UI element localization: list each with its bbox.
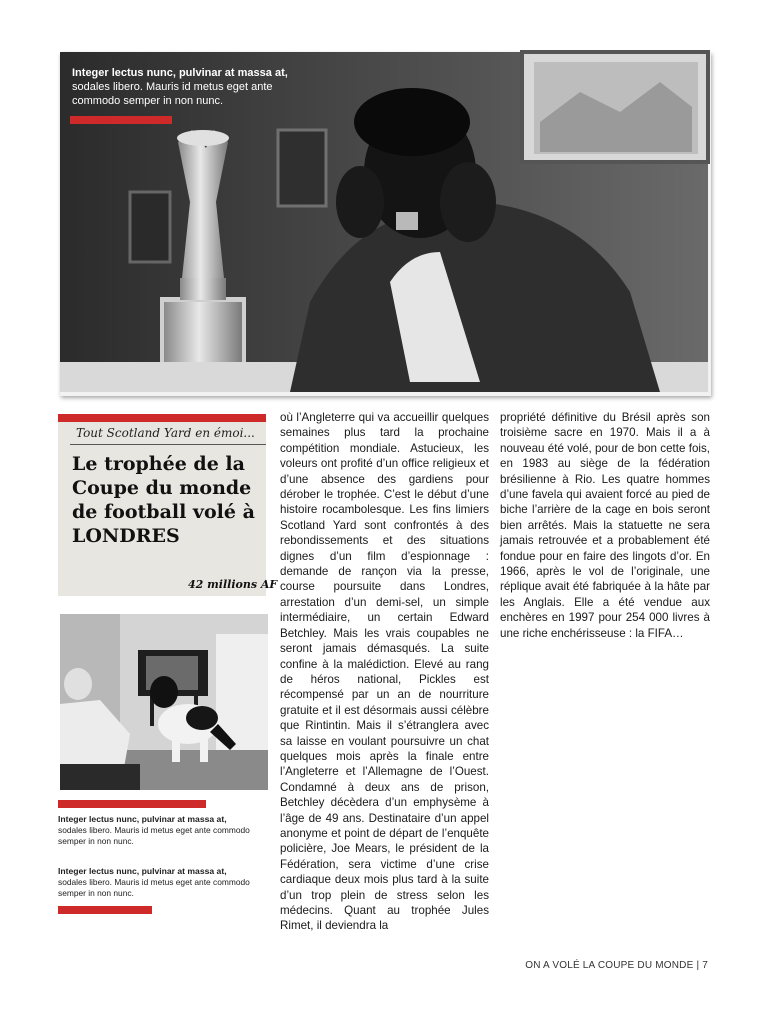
page-footer bbox=[480, 960, 708, 971]
hero-caption bbox=[72, 66, 322, 108]
left-caption-1 bbox=[58, 814, 278, 847]
dog-photo-illustration bbox=[60, 614, 268, 790]
hero-caption-accent-bar bbox=[70, 116, 172, 124]
left-caption-1-accent-bar bbox=[58, 800, 206, 808]
left-caption-1-bold: Integer lectus nunc, pulvinar at massa at, bbox=[58, 814, 227, 824]
page-number: 7 bbox=[702, 960, 708, 971]
clipping-kicker: Tout Scotland Yard en émoi... bbox=[76, 426, 255, 440]
newspaper-clipping bbox=[58, 414, 278, 596]
dog-photo bbox=[60, 614, 268, 790]
left-caption-2-accent-bar bbox=[58, 906, 152, 914]
left-caption-2-text: sodales libero. Mauris id metus eget ante commodo semper in non nunc. bbox=[58, 877, 250, 898]
clipping-bottom-line: 42 millions AF bbox=[188, 578, 278, 591]
clipping-headline: Le trophée de la Coupe du monde de football volé à LONDRES bbox=[72, 453, 255, 547]
hero-caption-bold: Integer lectus nunc, pulvinar at massa at, bbox=[72, 67, 288, 79]
body-column-1: où l’Angleterre qui va accueillir quelques semaines plus tard la prochaine compétition mondiale. Astucieux, les voleurs ont profité d’un office religieux et d’une absence des gardiens pour dérober le trophée. C’est le début d’une histoire rocambolesque. Les fins limiers Scotland Yard sont confrontés à des rebondissements et des situations dignes d’un film d’espionnage : demande de rançon via la presse, course poursuite dans Londres, arrestation d’un demi-sel, un simple intermédiaire, un certain Edward Betchley. Mais les vrais coupables ne seront jamais démasqués. La suite confine à la malédiction. Elevé au rang de héros national, Pickles est récompensé par un an de nourriture gratuite et il est désormais aussi célèbre que Rintintin. Mais il s’étranglera avec sa laisse en voulant poursuivre un chat quelques mois après la finale entre l’Angleterre et l’Allemagne de l’Ouest. Condamné à deux ans de prison, Betchley décèdera d’un emphysème à l’âge de 49 ans. Destinataire d’un appel anonyme et point de départ de l’enquête policière, Joe Mears, le président de la Fédération, sera victime d’une crise cardiaque deux mois plus tard à la suite d’un trop plein de stress selon les médecins. Quant au trophée Jules Rimet, il deviendra la bbox=[280, 411, 489, 933]
footer-separator: | bbox=[696, 960, 700, 971]
left-caption-1-text: sodales libero. Mauris id metus eget ante commodo semper in non nunc. bbox=[58, 825, 250, 846]
hero-photo bbox=[60, 52, 711, 396]
left-caption-2-bold: Integer lectus nunc, pulvinar at massa at, bbox=[58, 866, 227, 876]
clipping-masthead-strip bbox=[58, 414, 266, 422]
clipping-rule bbox=[70, 444, 266, 445]
hero-caption-text: sodales libero. Mauris id metus eget ante commodo semper in non nunc. bbox=[72, 81, 273, 107]
footer-section-title: ON A VOLÉ LA COUPE DU MONDE bbox=[525, 960, 694, 971]
body-column-2: propriété définitive du Brésil après son troisième sacre en 1970. Mais il a à nouveau été volé, pour de bon cette fois, en 1983 au siège de la fédération brésilienne à Rio. Les quatre hommes d’une favela qui avaient forcé au pied de biche l’arrière de la cage en bois seront bien arrêtés. Mais la statuette ne sera jamais retrouvée et a probablement été fondue pour en faire des lingots d’or. En 1966, après le vol de l’originale, une réplique avait été fabriquée à la hâte par les Anglais. Elle a été vendue aux enchères en 1997 pour 254 000 livres à une riche enchérisseuse : la FIFA… bbox=[500, 411, 710, 640]
left-caption-2 bbox=[58, 866, 278, 899]
